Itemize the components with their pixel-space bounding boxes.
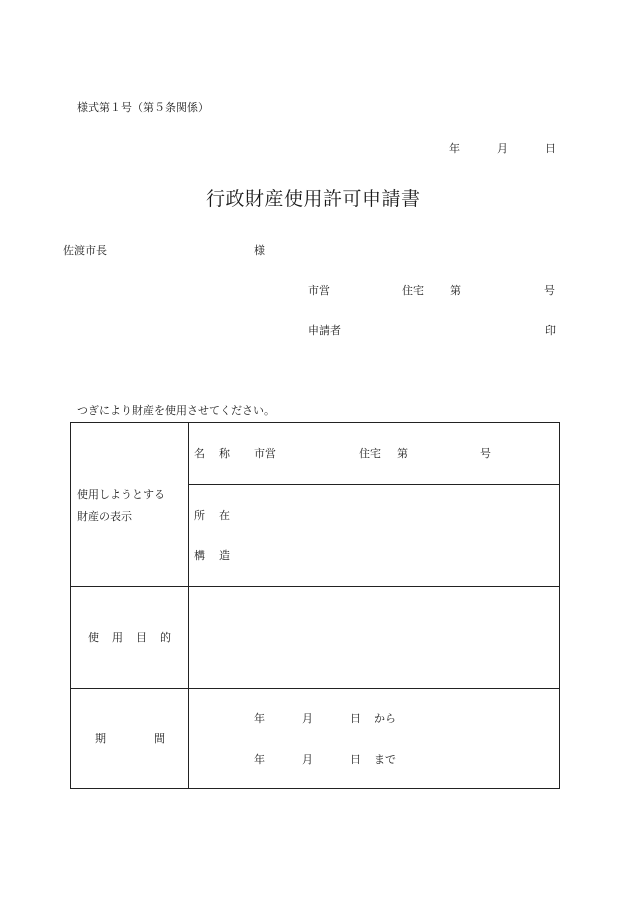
table-column-divider <box>188 423 189 788</box>
purpose-label-char3: 目 <box>136 631 147 644</box>
period-to-day: 日 <box>350 753 361 766</box>
date-day-label: 日 <box>545 142 556 155</box>
structure-label-char2: 造 <box>219 549 230 562</box>
applicant-housing-prefix: 市営 <box>308 284 330 297</box>
purpose-label-char4: 的 <box>160 631 171 644</box>
addressee-mayor: 佐渡市長 <box>63 244 107 257</box>
table-row-divider-purpose <box>71 688 559 689</box>
applicant-number-suffix: 号 <box>544 284 555 297</box>
structure-label-char1: 構 <box>194 549 205 562</box>
purpose-label-char2: 用 <box>112 631 123 644</box>
period-to-suffix: まで <box>374 753 396 766</box>
addressee-honorific: 様 <box>254 244 265 257</box>
period-from-day: 日 <box>350 712 361 725</box>
period-label-char1: 期 <box>95 732 106 745</box>
period-label-char2: 間 <box>154 732 165 745</box>
purpose-label-char1: 使 <box>88 631 99 644</box>
name-housing-label: 住宅 <box>359 447 381 460</box>
name-number-prefix: 第 <box>397 447 408 460</box>
period-to-month: 月 <box>302 753 313 766</box>
period-from-year: 年 <box>254 712 265 725</box>
document-title: 行政財産使用許可申請書 <box>206 188 421 210</box>
application-table <box>70 422 560 789</box>
table-row-divider-property <box>71 586 559 587</box>
date-year-label: 年 <box>449 142 460 155</box>
form-number: 様式第１号（第５条関係） <box>77 101 209 114</box>
name-label-char2: 称 <box>219 447 230 460</box>
applicant-number-prefix: 第 <box>450 284 461 297</box>
location-label-char1: 所 <box>194 509 205 522</box>
location-label-char2: 在 <box>219 509 230 522</box>
property-label-line1: 使用しようとする <box>77 488 165 501</box>
table-row-divider-name <box>188 484 559 485</box>
property-label-line2: 財産の表示 <box>77 510 132 523</box>
name-label-char1: 名 <box>194 447 205 460</box>
name-housing-prefix: 市営 <box>254 447 276 460</box>
period-from-suffix: から <box>374 712 396 725</box>
name-number-suffix: 号 <box>480 447 491 460</box>
period-to-year: 年 <box>254 753 265 766</box>
applicant-housing-label: 住宅 <box>402 284 424 297</box>
period-from-month: 月 <box>302 712 313 725</box>
applicant-seal: 印 <box>545 324 556 337</box>
intro-text: つぎにより財産を使用させてください。 <box>77 404 275 417</box>
date-month-label: 月 <box>497 142 508 155</box>
applicant-label: 申請者 <box>308 324 341 337</box>
